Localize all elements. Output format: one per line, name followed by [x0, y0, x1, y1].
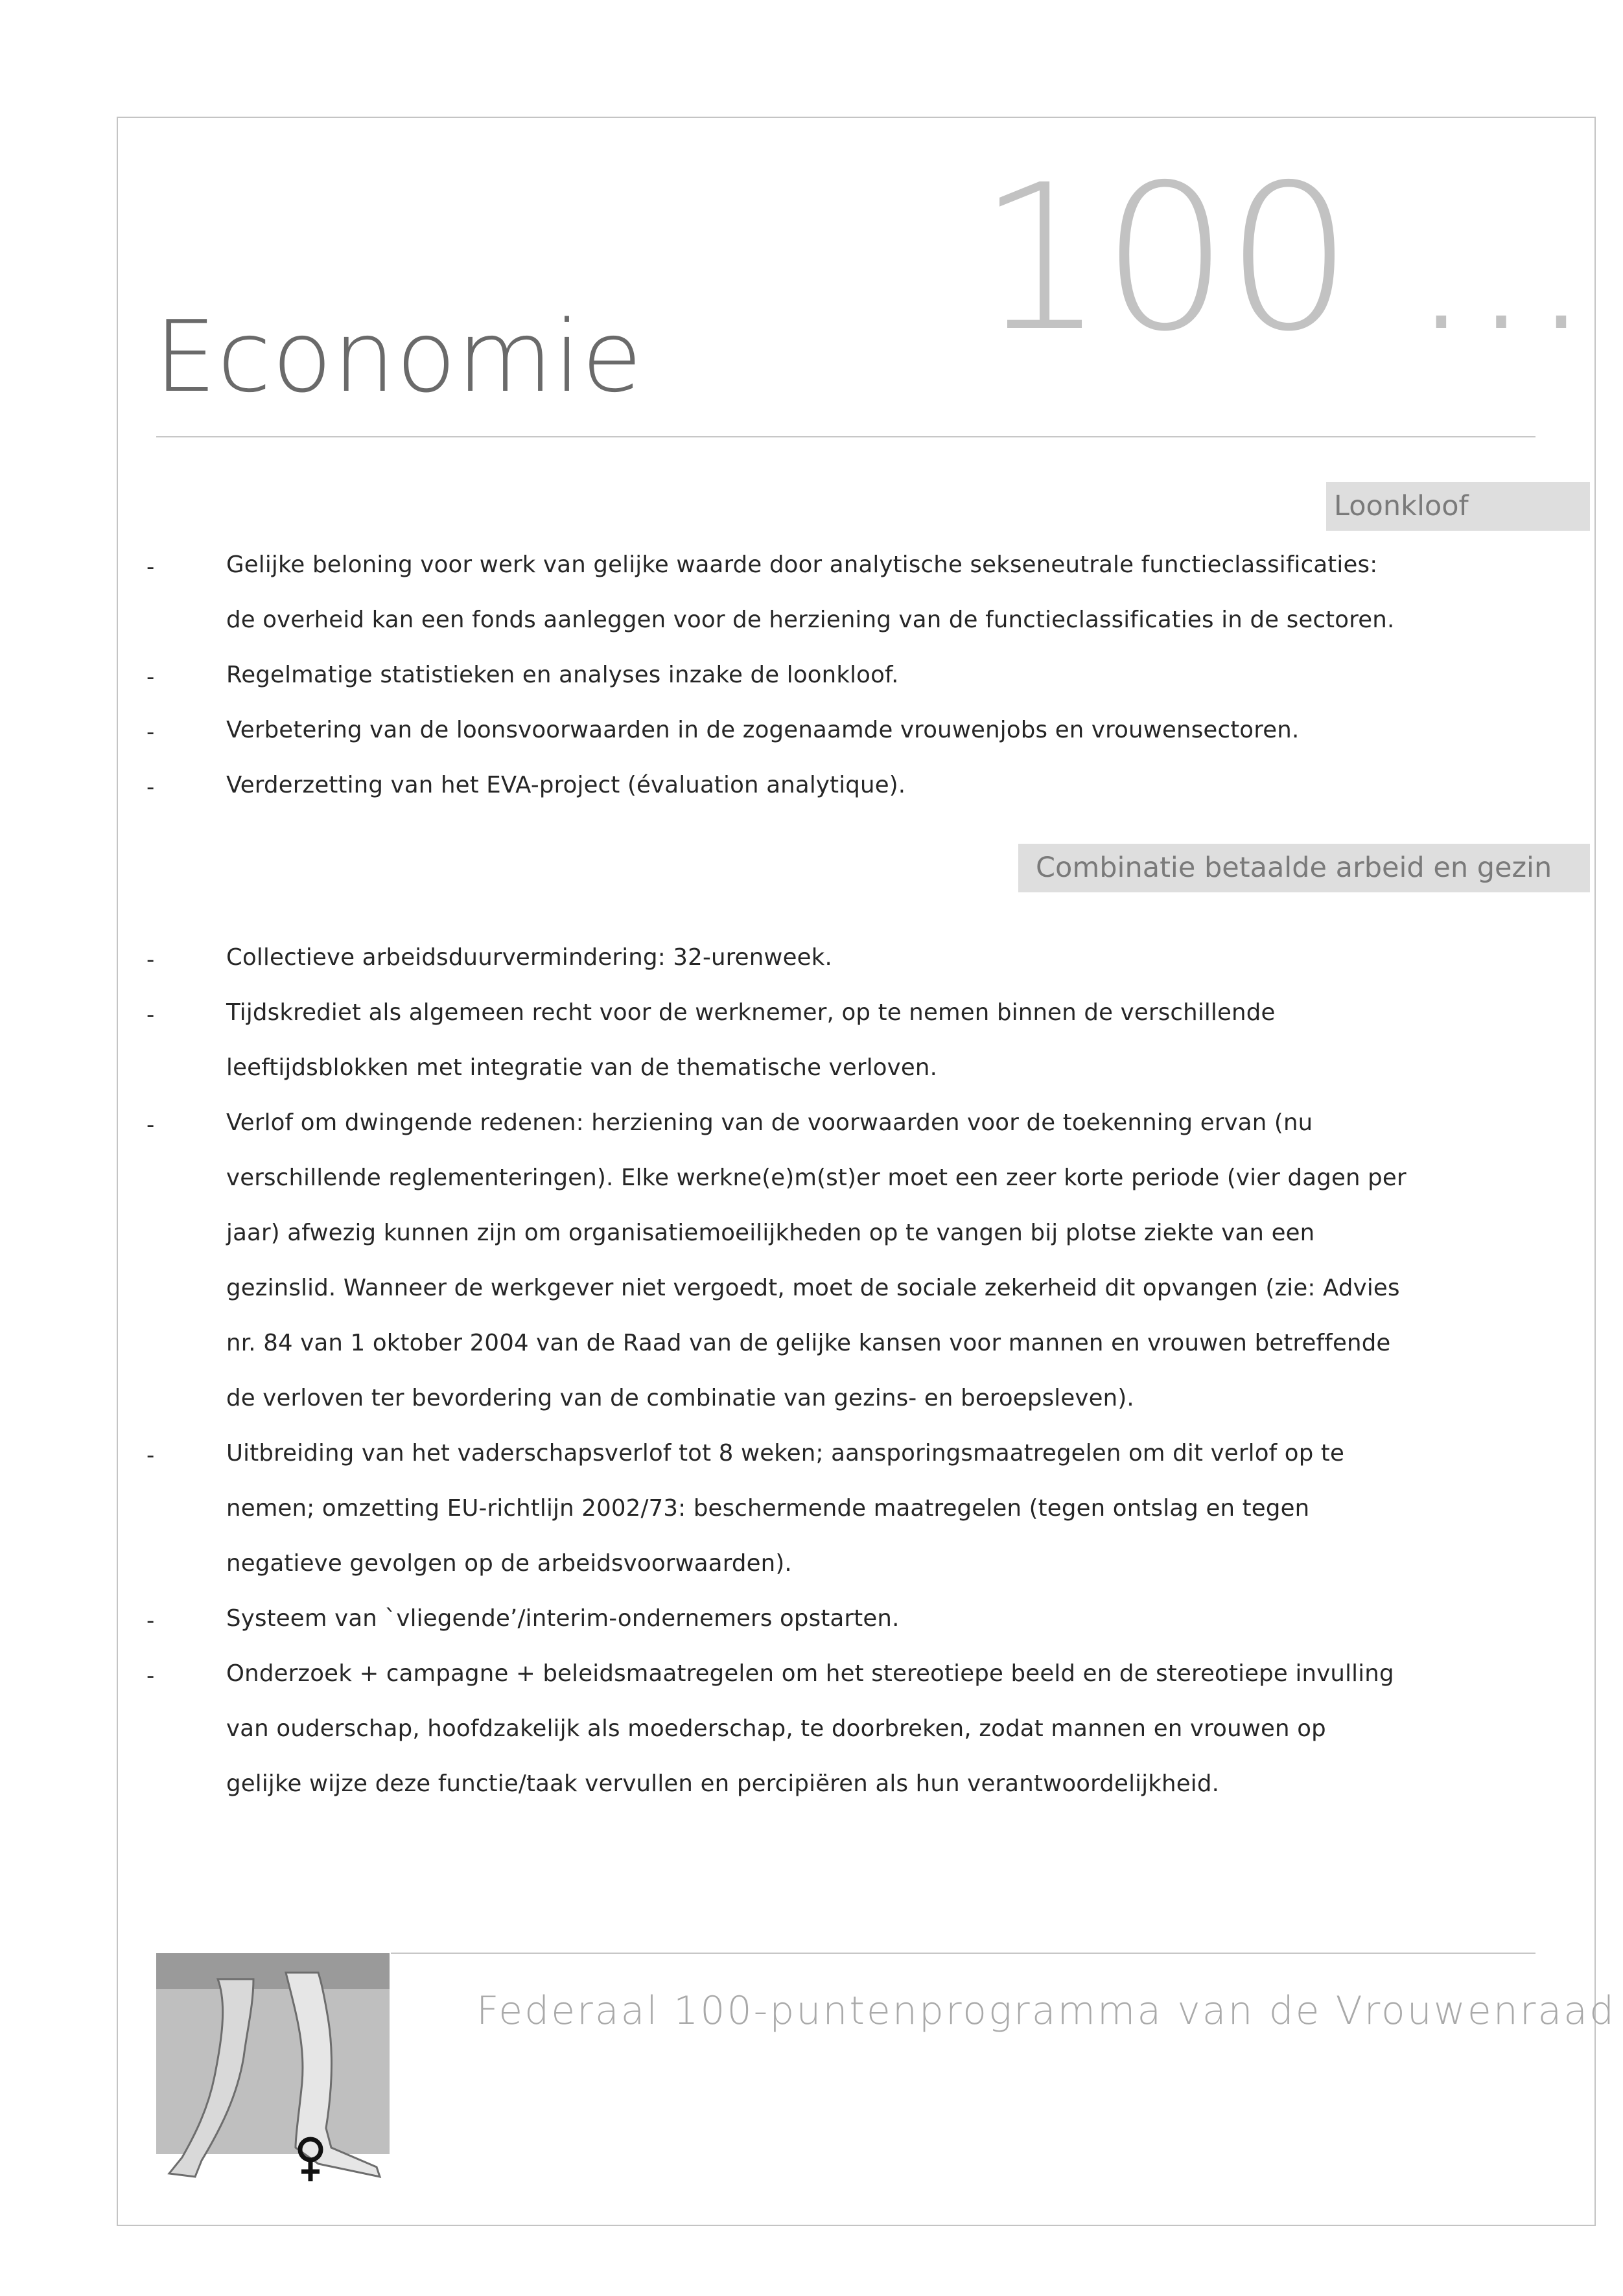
- list-item-line: nr. 84 van 1 oktober 2004 van de Raad van de gelijke kansen voor mannen en vrouwen betreffende: [226, 1330, 1391, 1356]
- bullet-dash: -: [146, 664, 155, 690]
- title-divider: [156, 436, 1535, 437]
- list-item-line: Verlof om dwingende redenen: herziening van de voorwaarden voor de toekenning ervan (nu: [226, 1109, 1313, 1136]
- list-item-line: verschillende reglementeringen). Elke werkne(e)m(st)er moet een zeer korte periode (vier dagen per: [226, 1165, 1407, 1191]
- page-number-decoration: 100 ...: [977, 142, 1589, 376]
- list-item-line: nemen; omzetting EU-richtlijn 2002/73: beschermende maatregelen (tegen ontslag en tegen: [226, 1495, 1310, 1522]
- list-item-line: Regelmatige statistieken en analyses inzake de loonkloof.: [226, 662, 899, 688]
- list-item-line: de overheid kan een fonds aanleggen voor de herziening van de functieclassificaties in de sectoren.: [226, 607, 1395, 633]
- list-item-line: van ouderschap, hoofdzakelijk als moederschap, te doorbreken, zodat mannen en vrouwen op: [226, 1715, 1326, 1742]
- bullet-dash: -: [146, 1112, 155, 1138]
- bullet-dash: -: [146, 719, 155, 745]
- list-item-line: de verloven ter bevordering van de combinatie van gezins- en beroepsleven).: [226, 1385, 1134, 1411]
- list-item-line: Onderzoek + campagne + beleidsmaatregelen om het stereotiepe beeld en de stereotiepe invulling: [226, 1660, 1394, 1687]
- bullet-dash: -: [146, 1443, 155, 1468]
- bullet-dash: -: [146, 554, 155, 580]
- list-item-line: Verbetering van de loonsvoorwaarden in de zogenaamde vrouwenjobs en vrouwensectoren.: [226, 717, 1300, 743]
- list-item-line: gelijke wijze deze functie/taak vervullen en percipiëren als hun verantwoordelijkheid.: [226, 1770, 1220, 1797]
- bullet-dash: -: [146, 947, 155, 973]
- page-title: Economie: [154, 299, 643, 414]
- list-item-line: Verderzetting van het EVA-project (évaluation analytique).: [226, 772, 906, 798]
- list-item-line: Systeem van `vliegende’/interim-ondernemers opstarten.: [226, 1605, 900, 1632]
- list-item-line: Collectieve arbeidsduurvermindering: 32-urenweek.: [226, 944, 832, 971]
- female-symbol-legs-icon: [156, 1953, 390, 2186]
- bullet-dash: -: [146, 1002, 155, 1028]
- section-heading-loonkloof: [1326, 482, 1590, 531]
- section-heading-combinatie: [1018, 844, 1590, 892]
- list-item-line: Tijdskrediet als algemeen recht voor de werknemer, op te nemen binnen de verschillende: [226, 999, 1276, 1026]
- footer-divider: [391, 1953, 1535, 1954]
- list-item-line: Gelijke beloning voor werk van gelijke waarde door analytische sekseneutrale functieclassificaties:: [226, 551, 1378, 578]
- bullet-dash: -: [146, 774, 155, 800]
- section-heading-label: Loonkloof: [1334, 490, 1469, 522]
- footer-title: Federaal 100-puntenprogramma van de Vrouwenraad: [476, 1988, 1617, 2034]
- bullet-dash: -: [146, 1608, 155, 1634]
- list-item-line: negatieve gevolgen op de arbeidsvoorwaarden).: [226, 1550, 792, 1577]
- list-item-line: gezinslid. Wanneer de werkgever niet vergoedt, moet de sociale zekerheid dit opvangen (zie: Advies: [226, 1275, 1400, 1301]
- list-item-line: Uitbreiding van het vaderschapsverlof tot 8 weken; aansporingsmaatregelen om dit verlof op te: [226, 1440, 1345, 1467]
- bullet-dash: -: [146, 1663, 155, 1689]
- section-heading-label: Combinatie betaalde arbeid en gezin: [1036, 852, 1552, 884]
- list-item-line: jaar) afwezig kunnen zijn om organisatiemoeilijkheden op te vangen bij plotse ziekte van een: [226, 1220, 1315, 1246]
- list-item-line: leeftijdsblokken met integratie van de thematische verloven.: [226, 1054, 938, 1081]
